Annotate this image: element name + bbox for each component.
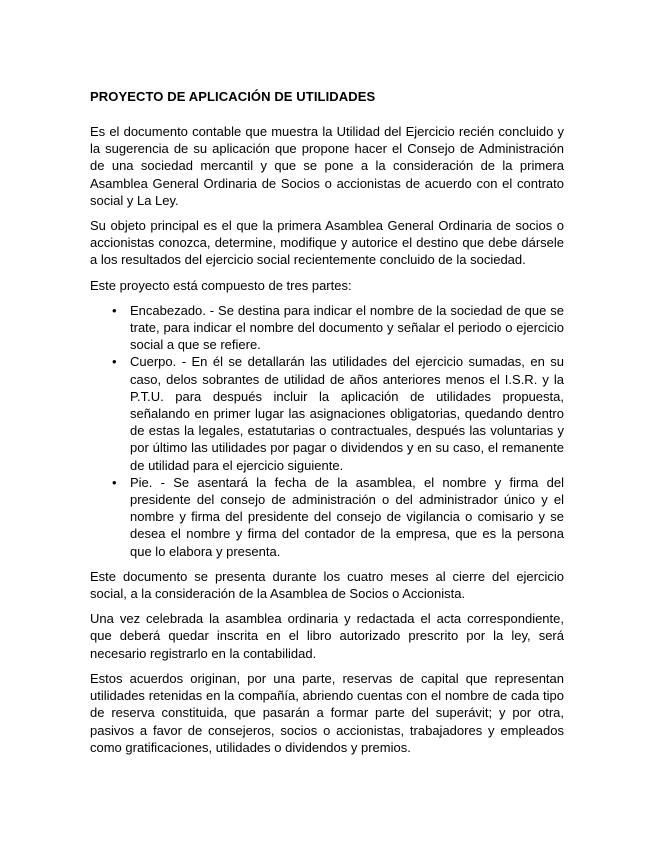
list-item-cuerpo xyxy=(90,353,564,473)
bullet-icon: • xyxy=(112,354,117,370)
document-page xyxy=(90,88,564,764)
closing-paragraph-1: Este documento se presenta durante los cuatro meses al cierre del ejercicio social, a la consideración de la Asamblea de Socios o Accionista. xyxy=(90,568,564,602)
bullet-icon: • xyxy=(112,302,117,318)
list-item-encabezado xyxy=(90,302,564,354)
closing-paragraph-3: Estos acuerdos originan, por una parte, reservas de capital que representan utilidades retenidas en la compañía, abriendo cuentas con el nombre de cada tipo de reserva constituida, que pasarán a formar parte del superávit; y por otra, pasivos a favor de consejeros, socios o accionistas, trabajadores y empleados como gratificaciones, utilidades o dividendos y premios. xyxy=(90,670,564,755)
bullet-icon: • xyxy=(112,474,117,490)
list-item-pie xyxy=(90,474,564,560)
document-title: PROYECTO DE APLICACIÓN DE UTILIDADES xyxy=(90,89,376,104)
closing-paragraph-2: Una vez celebrada la asamblea ordinaria y redactada el acta correspondiente, que deberá quedar inscrita en el libro autorizado prescrito por la ley, será necesario registrarlo en la contabilidad. xyxy=(90,611,564,661)
intro-paragraph-3: Este proyecto está compuesto de tres partes: xyxy=(90,277,352,293)
list-item-text: Pie. - Se asentará la fecha de la asamblea, el nombre y firma del presidente del consejo de administración o del administrador único y el nombre y firma del presidente del consejo de vigilancia o comisario y se desea el nombre y firma del contador de la empresa, que es la persona que lo elabora y presenta. xyxy=(130,474,564,559)
parts-list xyxy=(90,302,564,560)
intro-paragraph-1: Es el documento contable que muestra la Utilidad del Ejercicio recién concluido y la sugerencia de su aplicación que propone hacer el Consejo de Administración de una sociedad mercantil y que se pone a la consideración de la primera Asamblea General Ordinaria de Socios o accionistas de acuerdo con el contrato social y La Ley. xyxy=(90,124,564,208)
list-item-text: Encabezado. - Se destina para indicar el nombre de la sociedad de que se trate, para indicar el nombre del documento y señalar el periodo o ejercicio social a que se refiere. xyxy=(130,302,564,353)
list-item-text: Cuerpo. - En él se detallarán las utilidades del ejercicio sumadas, en su caso, delos sobrantes de utilidad de años anteriores menos el I.S.R. y la P.T.U. para después incluir la aplicación de utilidades propuesta, señalando en primer lugar las asignaciones obligatorias, quedando dentro de estas la legales, estatutarias o contractuales, después las voluntarias y por último las utilidades por pagar o dividendos y en su caso, el remanente de utilidad para el ejercicio siguiente. xyxy=(130,354,564,473)
intro-paragraph-2: Su objeto principal es el que la primera Asamblea General Ordinaria de socios o accionistas conozca, determine, modifique y autorice el destino que debe dársele a los resultados del ejercicio social recientemente concluido de la sociedad. xyxy=(90,218,564,268)
